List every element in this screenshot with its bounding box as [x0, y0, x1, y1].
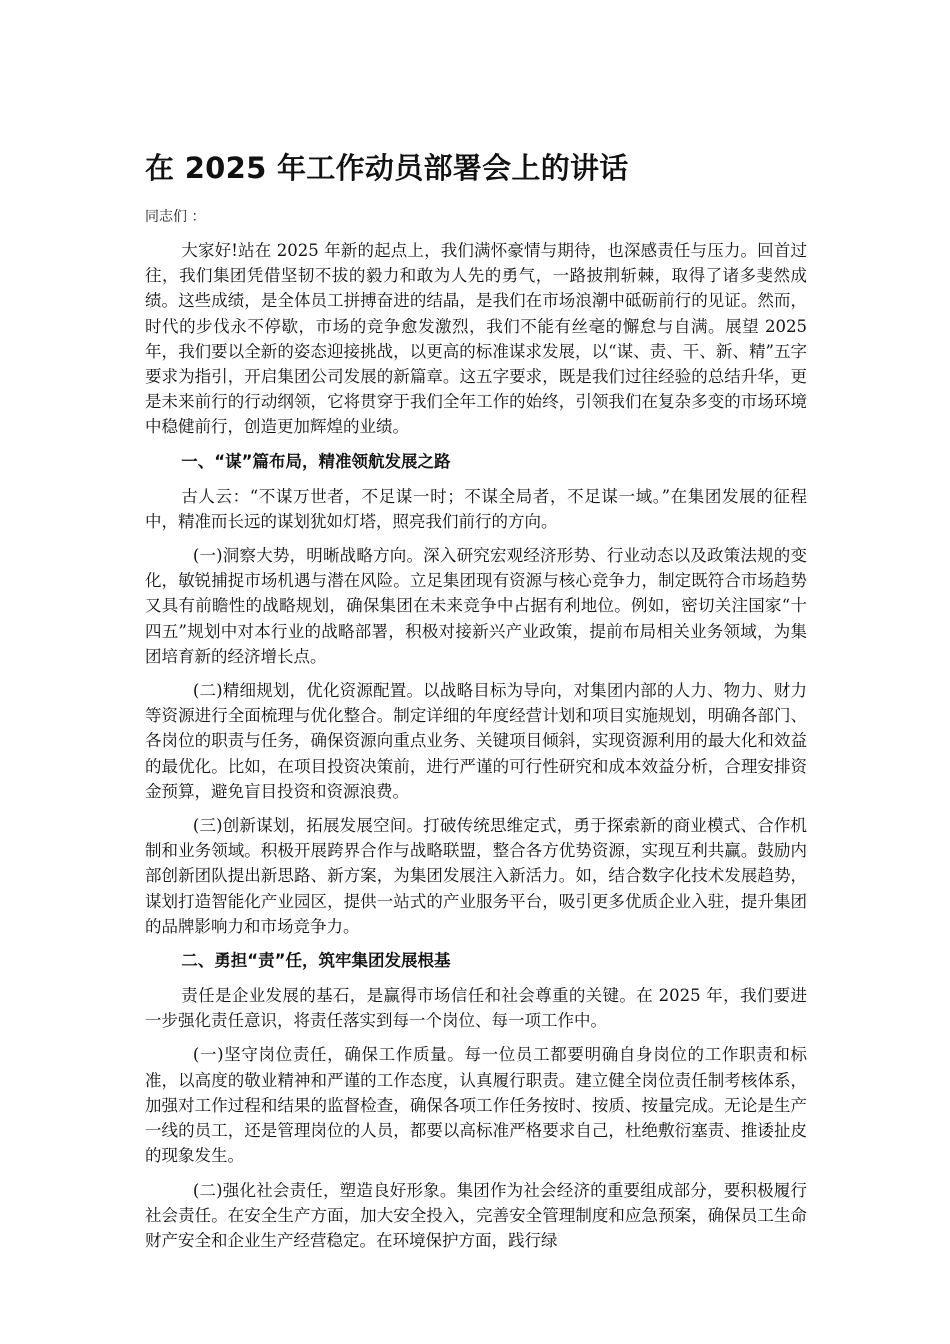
section-2-item-1: (一)坚守岗位责任，确保工作质量。每一位员工都要明确自身岗位的工作职责和标准，以高度的敬业精神和严谨的工作态度，认真履行职责。建立健全岗位责任制考核体系，加强对工作过程和结果的监督检查，确保各项工作任务按时、按质、按量完成。无论是生产一线的员工，还是管理岗位的人员，都要以高标准严格要求自己，杜绝敷衍塞责、推诿扯皮的现象发生。	[145, 1045, 807, 1166]
page-title: 在 2025 年工作动员部署会上的讲话	[145, 151, 629, 185]
section-2-heading: 二、勇担“责”任，筑牢集团发展根基	[181, 951, 451, 971]
section-1-item-3: (三)创新谋划，拓展发展空间。打破传统思维定式，勇于探索新的商业模式、合作机制和业务领域。积极开展跨界合作与战略联盟，整合各方优势资源，实现互利共赢。鼓励内部创新团队提出新思路、新方案，为集团发展注入新活力。如，结合数字化技术发展趋势，谋划打造智能化产业园区，提供一站式的产业服务平台，吸引更多优质企业入驻，提升集团的品牌影响力和市场竞争力。	[145, 816, 807, 936]
section-1-lead: 古人云：“不谋万世者，不足谋一时；不谋全局者，不足谋一域。”在集团发展的征程中，精准而长远的谋划犹如灯塔，照亮我们前行的方向。	[145, 486, 807, 531]
section-1-heading: 一、“谋”篇布局，精准领航发展之路	[181, 451, 451, 471]
section-2-lead: 责任是企业发展的基石，是赢得市场信任和社会尊重的关键。在 2025 年，我们要进一步强化责任意识，将责任落实到每一个岗位、每一项工作中。	[145, 986, 807, 1031]
section-1-item-1: (一)洞察大势，明晰战略方向。深入研究宏观经济形势、行业动态以及政策法规的变化，敏锐捕捉市场机遇与潜在风险。立足集团现有资源与核心竞争力，制定既符合市场趋势又具有前瞻性的战略规划，确保集团在未来竞争中占据有利地位。例如，密切关注国家“十四五”规划中对本行业的战略部署，积极对接新兴产业政策，提前布局相关业务领域，为集团培育新的经济增长点。	[145, 546, 807, 666]
section-1-item-2: (二)精细规划，优化资源配置。以战略目标为导向，对集团内部的人力、物力、财力等资源进行全面梳理与优化整合。制定详细的年度经营计划和项目实施规划，明确各部门、各岗位的职责与任务，确保资源向重点业务、关键项目倾斜，实现资源利用的最大化和效益的最优化。比如，在项目投资决策前，进行严谨的可行性研究和成本效益分析，合理安排资金预算，避免盲目投资和资源浪费。	[145, 681, 807, 801]
section-2-item-2: (二)强化社会责任，塑造良好形象。集团作为社会经济的重要组成部分，要积极履行社会责任。在安全生产方面，加大安全投入，完善安全管理制度和应急预案，确保员工生命财产安全和企业生产经营稳定。在环境保护方面，践行绿	[145, 1180, 807, 1250]
intro-paragraph: 大家好!站在 2025 年新的起点上，我们满怀豪情与期待，也深感责任与压力。回首过往，我们集团凭借坚韧不拔的毅力和敢为人先的勇气，一路披荆斩棘，取得了诸多斐然成绩。这些成绩，是全体员工拼搏奋进的结晶，是我们在市场浪潮中砥砺前行的见证。然而，时代的步伐永不停歇，市场的竞争愈发激烈，我们不能有丝毫的懈怠与自满。展望 2025 年，我们要以全新的姿态迎接挑战，以更高的标准谋求发展，以“谋、责、干、新、精”五字要求为指引，开启集团公司发展的新篇章。这五字要求，既是我们过往经验的总结升华，更是未来前行的行动纲领，它将贯穿于我们全年工作的始终，引领我们在复杂多变的市场环境中稳健前行，创造更加辉煌的业绩。	[145, 241, 807, 437]
salutation: 同志们 ：	[145, 209, 206, 225]
document-body	[145, 148, 807, 1262]
